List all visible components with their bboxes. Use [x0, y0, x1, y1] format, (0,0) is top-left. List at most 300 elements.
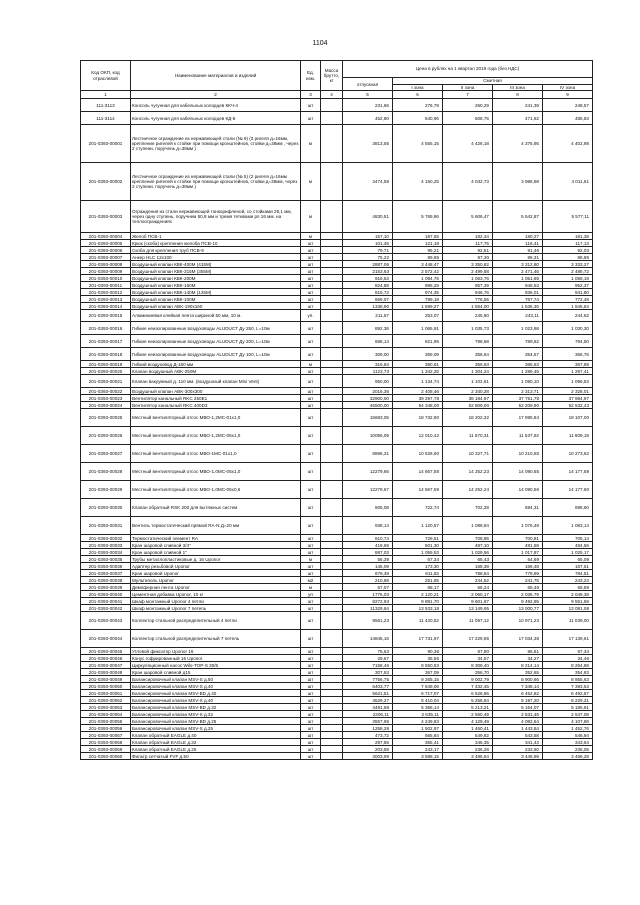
- cell-zone4: 11 609,19: [543, 427, 593, 445]
- cell-mass: [321, 542, 343, 549]
- cell-zone1: 9 265,15: [393, 676, 443, 683]
- cell-code: 201-0393-00059: [81, 746, 131, 753]
- cell-zone3: 1 023,98: [493, 322, 543, 335]
- col-zone3-header: III зона: [493, 85, 543, 91]
- price-table: [80, 60, 593, 760]
- cell-release: 101,45: [343, 240, 393, 247]
- cell-unit: шт: [301, 739, 321, 746]
- table-row: [81, 630, 593, 648]
- cell-zone4: 8 264,88: [543, 662, 593, 669]
- cell-unit: шт: [301, 268, 321, 275]
- table-row: [81, 584, 593, 591]
- cell-unit: м: [301, 361, 321, 368]
- cell-zone1: 565,84: [393, 732, 443, 739]
- cell-zone3: 91,46: [493, 247, 543, 254]
- cell-name: Коллектор стальной распределительный 7 петель: [131, 630, 301, 648]
- cell-unit: шт: [301, 322, 321, 335]
- cell-zone4: 356,76: [543, 348, 593, 361]
- cell-zone4: 65,09: [543, 556, 593, 563]
- cell-zone1: 54 348,00: [393, 402, 443, 409]
- cell-unit: шт: [301, 690, 321, 697]
- cell-zone3: 10 210,55: [493, 445, 543, 463]
- cell-zone4: 5 185,91: [543, 704, 593, 711]
- cell-zone3: 14 090,56: [493, 481, 543, 499]
- cell-code: 201-0393-00035: [81, 556, 131, 563]
- cell-release: 11329,94: [343, 605, 393, 612]
- cell-zone3: 37 751,78: [493, 395, 543, 402]
- cell-mass: [321, 254, 343, 261]
- cell-zone1: 14 567,59: [393, 481, 443, 499]
- cell-zone2: 87,30: [443, 254, 493, 261]
- column-number: 6: [393, 91, 443, 99]
- cell-name: Местный вентиляторный отсос МВО-1,2МС-05х1,0: [131, 427, 301, 445]
- cell-name: Лестничное ограждение из нержавеющей стали (№ 9) (3 ригеля д=16мм, крепление ригелей к стойке при помощи кронштейнов, стойки д=38мм , через 2 ступени, поручень д=38мм ): [131, 125, 301, 163]
- cell-zone1: 6 717,07: [393, 690, 443, 697]
- cell-release: 2206,11: [343, 711, 393, 718]
- table-row: [81, 577, 593, 584]
- cell-zone1: 14 667,58: [393, 463, 443, 481]
- cell-zone4: 65,89: [543, 584, 593, 591]
- col-code-header: Код ОКП, код отраслевой: [81, 61, 131, 91]
- cell-release: 9561,23: [343, 612, 393, 630]
- cell-code: 201-0393-00019: [81, 361, 131, 368]
- cell-unit: шт: [301, 335, 321, 348]
- col-unit-header: Ед. изм.: [301, 61, 321, 91]
- cell-zone2: 245,80: [443, 310, 493, 322]
- cell-unit: шт: [301, 697, 321, 704]
- cell-mass: [321, 563, 343, 570]
- cell-zone2: 487,10: [443, 542, 493, 549]
- cell-unit: шт: [301, 612, 321, 630]
- cell-zone4: 34,46: [543, 655, 593, 662]
- cell-mass: [321, 368, 343, 375]
- cell-zone2: 508,75: [443, 112, 493, 125]
- cell-zone1: 243,17: [393, 746, 443, 753]
- cell-code: 201-0393-00040: [81, 591, 131, 598]
- cell-mass: [321, 704, 343, 711]
- cell-zone4: 243,24: [543, 577, 593, 584]
- cell-zone3: 5 542,87: [493, 201, 543, 233]
- cell-code: 111-3114: [81, 112, 131, 125]
- cell-name: Воздушный клапан КВК-400М (415М): [131, 261, 301, 268]
- cell-name: Коллектор стальной распределительный 4 петли: [131, 612, 301, 630]
- page-number: 1104: [312, 40, 328, 47]
- cell-name: Воздушный клапан КВК-315М (355М): [131, 268, 301, 275]
- cell-zone4: 13 081,08: [543, 605, 593, 612]
- cell-unit: уп.: [301, 310, 321, 322]
- cell-mass: [321, 296, 343, 303]
- cell-zone4: 181,38: [543, 233, 593, 240]
- cell-unit: шт: [301, 388, 321, 395]
- cell-zone2: 1 460,41: [443, 725, 493, 732]
- cell-zone4: 1 030,30: [543, 322, 593, 335]
- cell-release: 452,80: [343, 112, 393, 125]
- cell-mass: [321, 570, 343, 577]
- cell-unit: шт: [301, 463, 321, 481]
- table-row: [81, 233, 593, 240]
- cell-zone2: 788,64: [443, 570, 493, 577]
- cell-name: Балансировочный клапан MSV-S д.25: [131, 725, 301, 732]
- cell-mass: [321, 375, 343, 388]
- cell-zone1: 187,65: [393, 233, 443, 240]
- table-row: [81, 725, 593, 732]
- table-row: [81, 240, 593, 247]
- cell-zone2: 4 032,73: [443, 163, 493, 201]
- cell-unit: шт: [301, 499, 321, 517]
- cell-zone1: 4 555,15: [393, 125, 443, 163]
- cell-zone3: 6 452,82: [493, 690, 543, 697]
- column-number: 4: [321, 91, 343, 99]
- cell-unit: шт: [301, 676, 321, 683]
- cell-zone1: 974,35: [393, 289, 443, 296]
- table-row: [81, 517, 593, 535]
- cell-unit: шт: [301, 598, 321, 605]
- cell-zone4: 4 011,61: [543, 163, 593, 201]
- table-row: [81, 275, 593, 282]
- cell-code: 201-0393-00050: [81, 683, 131, 690]
- table-row: [81, 402, 593, 409]
- table-row: [81, 697, 593, 704]
- cell-mass: [321, 395, 343, 402]
- cell-zone4: 7 393,53: [543, 683, 593, 690]
- cell-zone2: 1 063,76: [443, 275, 493, 282]
- cell-mass: [321, 463, 343, 481]
- cell-mass: [321, 697, 343, 704]
- cell-name: Местный вентиляторный отсос МВО-1,0МС-05х0,6: [131, 481, 301, 499]
- cell-zone2: 14 252,24: [443, 481, 493, 499]
- cell-zone2: 369,83: [443, 361, 493, 368]
- cell-zone1: 540,96: [393, 112, 443, 125]
- cell-code: 201-0393-00010: [81, 275, 131, 282]
- table-row: [81, 683, 593, 690]
- cell-zone4: 5 229,31: [543, 697, 593, 704]
- cell-zone3: 86,81: [493, 648, 543, 655]
- cell-code: 201-0393-00045: [81, 648, 131, 655]
- cell-code: 201-0393-00041: [81, 598, 131, 605]
- cell-zone2: 9 601,87: [443, 598, 493, 605]
- cell-zone1: 821,95: [393, 335, 443, 348]
- table-row: [81, 746, 593, 753]
- cell-code: 201-0393-00030: [81, 499, 131, 517]
- cell-zone4: 794,50: [543, 335, 593, 348]
- cell-zone3: 354,57: [493, 348, 543, 361]
- cell-release: 12279,67: [343, 481, 393, 499]
- cell-mass: [321, 549, 343, 556]
- estimate-header: Сметная: [393, 78, 593, 85]
- table-row: [81, 163, 593, 201]
- cell-mass: [321, 275, 343, 282]
- cell-zone1: 9 881,70: [393, 598, 443, 605]
- cell-code: 201-0393-00048: [81, 669, 131, 676]
- cell-release: 211,67: [343, 310, 393, 322]
- table-row: [81, 112, 593, 125]
- cell-zone3: 17 995,84: [493, 409, 543, 427]
- cell-zone1: 7 649,06: [393, 683, 443, 690]
- table-row: [81, 481, 593, 499]
- cell-zone3: 767,74: [493, 296, 543, 303]
- cell-zone1: 90,36: [393, 648, 443, 655]
- cell-name: Гибкие неизолированные воздуховоды ALUDUCT Ду 200, L=10м: [131, 335, 301, 348]
- table-row: [81, 711, 593, 718]
- cell-release: 3003,99: [343, 753, 393, 760]
- cell-unit: уп: [301, 591, 321, 598]
- cell-zone3: 1 289,45: [493, 368, 543, 375]
- cell-zone2: 52 809,00: [443, 402, 493, 409]
- cell-zone1: 1 502,97: [393, 725, 443, 732]
- cell-zone1: 18 732,80: [393, 409, 443, 427]
- cell-code: 201-0393-00054: [81, 711, 131, 718]
- cell-zone3: 779,69: [493, 570, 543, 577]
- cell-unit: шт: [301, 112, 321, 125]
- cell-zone1: 276,79: [393, 99, 443, 112]
- cell-release: 8896,31: [343, 445, 393, 463]
- cell-zone3: 3 986,98: [493, 163, 543, 201]
- cell-zone4: 14 177,59: [543, 463, 593, 481]
- cell-name: Вентиль термостатический прямой RA-N Д=20 мм: [131, 517, 301, 535]
- cell-zone3: 166,48: [493, 563, 543, 570]
- cell-zone4: 941,80: [543, 289, 593, 296]
- cell-zone1: 5 410,04: [393, 697, 443, 704]
- cell-unit: шт: [301, 481, 321, 499]
- cell-release: 824,88: [343, 282, 393, 289]
- cell-release: 610,74: [343, 535, 393, 542]
- cell-name: Скоба для крепления труб ПСВ-9: [131, 247, 301, 254]
- cell-code: 201-0393-00008: [81, 261, 131, 268]
- table-row: [81, 598, 593, 605]
- cell-zone2: 1 035,73: [443, 322, 493, 335]
- cell-zone1: 5 769,86: [393, 201, 443, 233]
- cell-unit: шт: [301, 289, 321, 296]
- cell-unit: шт: [301, 563, 321, 570]
- cell-zone3: 1 090,10: [493, 375, 543, 388]
- cell-zone2: 8 308,40: [443, 662, 493, 669]
- cell-code: 201-0393-00056: [81, 725, 131, 732]
- cell-mass: [321, 662, 343, 669]
- cell-release: 56,39: [343, 556, 393, 563]
- cell-zone4: 52 532,43: [543, 402, 593, 409]
- cell-zone4: 705,14: [543, 535, 593, 542]
- cell-mass: [321, 112, 343, 125]
- cell-zone1: 95,21: [393, 247, 443, 254]
- cell-zone2: 708,85: [443, 535, 493, 542]
- cell-code: 201-0393-00016: [81, 322, 131, 335]
- cell-zone1: 10 626,60: [393, 445, 443, 463]
- cell-mass: [321, 388, 343, 395]
- cell-zone2: 549,82: [443, 732, 493, 739]
- cell-zone1: 4 150,25: [393, 163, 443, 201]
- cell-zone2: 38 184,97: [443, 395, 493, 402]
- cell-unit: шт: [301, 542, 321, 549]
- cell-unit: шт: [301, 535, 321, 542]
- table-row: [81, 247, 593, 254]
- cell-zone4: 1 025,17: [543, 549, 593, 556]
- cell-zone3: 11 537,92: [493, 427, 543, 445]
- cell-zone1: 2 635,11: [393, 711, 443, 718]
- cell-zone3: 17 034,38: [493, 630, 543, 648]
- cell-release: 4830,51: [343, 201, 393, 233]
- cell-release: 3813,56: [343, 125, 393, 163]
- table-row: [81, 549, 593, 556]
- cell-zone1: 2 572,42: [393, 268, 443, 275]
- cell-mass: [321, 577, 343, 584]
- col-name-header: Наименование материалов и изделий: [131, 61, 301, 91]
- cell-mass: [321, 361, 343, 368]
- table-row: [81, 201, 593, 233]
- cell-zone1: 1 094,76: [393, 275, 443, 282]
- cell-code: 201-0393-00032: [81, 535, 131, 542]
- cell-zone3: 10 971,23: [493, 612, 543, 630]
- cell-zone2: 957,39: [443, 282, 493, 289]
- cell-zone4: 1 452,76: [543, 725, 593, 732]
- cell-mass: [321, 605, 343, 612]
- cell-zone2: 702,28: [443, 499, 493, 517]
- cell-zone2: 92,51: [443, 247, 493, 254]
- cell-zone2: 168,39: [443, 563, 493, 570]
- cell-zone3: 352,65: [493, 669, 543, 676]
- cell-code: 201-0393-00005: [81, 240, 131, 247]
- cell-mass: [321, 163, 343, 201]
- cell-zone3: 3 312,80: [493, 261, 543, 268]
- cell-code: 201-0393-00058: [81, 739, 131, 746]
- cell-zone2: 11 097,12: [443, 612, 493, 630]
- cell-zone1: 729,51: [393, 535, 443, 542]
- cell-zone2: 87,80: [443, 648, 493, 655]
- cell-zone4: 2 486,72: [543, 268, 593, 275]
- cell-unit: шт: [301, 662, 321, 669]
- cell-release: 686,14: [343, 335, 393, 348]
- cell-code: 201-0393-00014: [81, 303, 131, 310]
- cell-release: 892,36: [343, 322, 393, 335]
- cell-code: 201-0393-00006: [81, 247, 131, 254]
- cell-zone4: 4 402,98: [543, 125, 593, 163]
- cell-zone3: 2 313,71: [493, 388, 543, 395]
- cell-zone2: 1 304,24: [443, 368, 493, 375]
- cell-zone3: 8 214,14: [493, 662, 543, 669]
- cell-release: 679,49: [343, 570, 393, 577]
- table-row: [81, 282, 593, 289]
- cell-name: Клапан воздушный ABK-250М: [131, 368, 301, 375]
- cell-zone3: 694,31: [493, 499, 543, 517]
- cell-unit: шт: [301, 630, 321, 648]
- cell-name: Мультиполь Uponor: [131, 577, 301, 584]
- cell-unit: шт: [301, 348, 321, 361]
- cell-zone3: 9 492,95: [493, 598, 543, 605]
- table-row: [81, 732, 593, 739]
- cell-release: 4491,68: [343, 704, 393, 711]
- col-mass-header: Масса брутто, кг: [321, 61, 343, 91]
- cell-release: 887,03: [343, 549, 393, 556]
- cell-release: 79,71: [343, 247, 393, 254]
- table-row: [81, 662, 593, 669]
- cell-mass: [321, 247, 343, 254]
- cell-zone3: 180,27: [493, 233, 543, 240]
- cell-unit: шт: [301, 375, 321, 388]
- cell-zone2: 7 432,45: [443, 683, 493, 690]
- cell-zone1: 1 134,74: [393, 375, 443, 388]
- cell-zone4: 354,83: [543, 669, 593, 676]
- cell-zone4: 86,85: [543, 254, 593, 261]
- cell-zone3: 7 348,14: [493, 683, 543, 690]
- table-row: [81, 605, 593, 612]
- cell-release: 4529,27: [343, 697, 393, 704]
- cell-release: 1775,03: [343, 591, 393, 598]
- table-row: [81, 427, 593, 445]
- cell-unit: шт: [301, 99, 321, 112]
- cell-mass: [321, 746, 343, 753]
- cell-release: 210,68: [343, 577, 393, 584]
- cell-name: Фильтр сетчатый FVF д.50: [131, 753, 301, 760]
- cell-release: 14845,16: [343, 630, 393, 648]
- column-number: 8: [493, 91, 543, 99]
- cell-release: 419,69: [343, 542, 393, 549]
- cell-unit: шт: [301, 240, 321, 247]
- table-row: [81, 361, 593, 368]
- column-number: 3: [301, 91, 321, 99]
- cell-name: Клапан обратный RSK 200 для вытяжных систем: [131, 499, 301, 517]
- cell-name: Местный вентиляторный отсос МВО-1МС-01х1,0: [131, 445, 301, 463]
- cell-mass: [321, 427, 343, 445]
- cell-mass: [321, 669, 343, 676]
- cell-zone1: 251,65: [393, 577, 443, 584]
- table-row: [81, 655, 593, 662]
- cell-zone1: 1 342,25: [393, 368, 443, 375]
- cell-unit: шт: [301, 648, 321, 655]
- cell-name: Циркуляционный насос Wilo-TOP-S 30/5: [131, 662, 301, 669]
- cell-zone4: 18 107,00: [543, 409, 593, 427]
- cell-zone1: 1 599,27: [393, 303, 443, 310]
- cell-name: Крюк (скоба) крепления желоба ПСВ-10: [131, 240, 301, 247]
- cell-zone3: 543,58: [493, 732, 543, 739]
- cell-mass: [321, 289, 343, 296]
- cell-code: 201-0393-00028: [81, 463, 131, 481]
- cell-zone4: 92,03: [543, 247, 593, 254]
- cell-release: 3557,95: [343, 718, 393, 725]
- cell-mass: [321, 718, 343, 725]
- cell-name: Кран шаровой сливной 3/4": [131, 542, 301, 549]
- table-row: [81, 739, 593, 746]
- table-row: [81, 348, 593, 361]
- table-row: [81, 542, 593, 549]
- cell-release: 307,53: [343, 669, 393, 676]
- table-row: [81, 753, 593, 760]
- cell-release: 29,67: [343, 655, 393, 662]
- cell-mass: [321, 683, 343, 690]
- cell-mass: [321, 499, 343, 517]
- table-row: [81, 335, 593, 348]
- cell-zone3: 1 017,87: [493, 549, 543, 556]
- cell-name: Кран шаровой Uponor: [131, 570, 301, 577]
- cell-zone2: 358,64: [443, 348, 493, 361]
- cell-name: Гибкие неизолированные воздуховоды ALUDUCT Ду 250, L=10м: [131, 322, 301, 335]
- cell-mass: [321, 676, 343, 683]
- cell-release: 2153,63: [343, 268, 393, 275]
- cell-zone2: 11 670,31: [443, 427, 493, 445]
- cell-zone3: 34,27: [493, 655, 543, 662]
- cell-zone3: 2 036,79: [493, 591, 543, 598]
- cell-name: Балансировочный клапан MSV-BD д.25: [131, 718, 301, 725]
- cell-mass: [321, 233, 343, 240]
- cell-zone2: 6 526,86: [443, 690, 493, 697]
- cell-name: Консоль чугунная для кабельных колодцев КД-6: [131, 112, 301, 125]
- cell-code: 201-0393-00025: [81, 409, 131, 427]
- cell-zone1: 985,29: [393, 282, 443, 289]
- cell-name: Гибкие неизолированные воздуховоды ALUDUCT Ду 100, L=10м: [131, 348, 301, 361]
- cell-unit: шт: [301, 427, 321, 445]
- cell-unit: шт: [301, 409, 321, 427]
- cell-release: 7756,75: [343, 676, 393, 683]
- cell-zone3: 1 443,84: [493, 725, 543, 732]
- cell-zone2: 2 560,49: [443, 711, 493, 718]
